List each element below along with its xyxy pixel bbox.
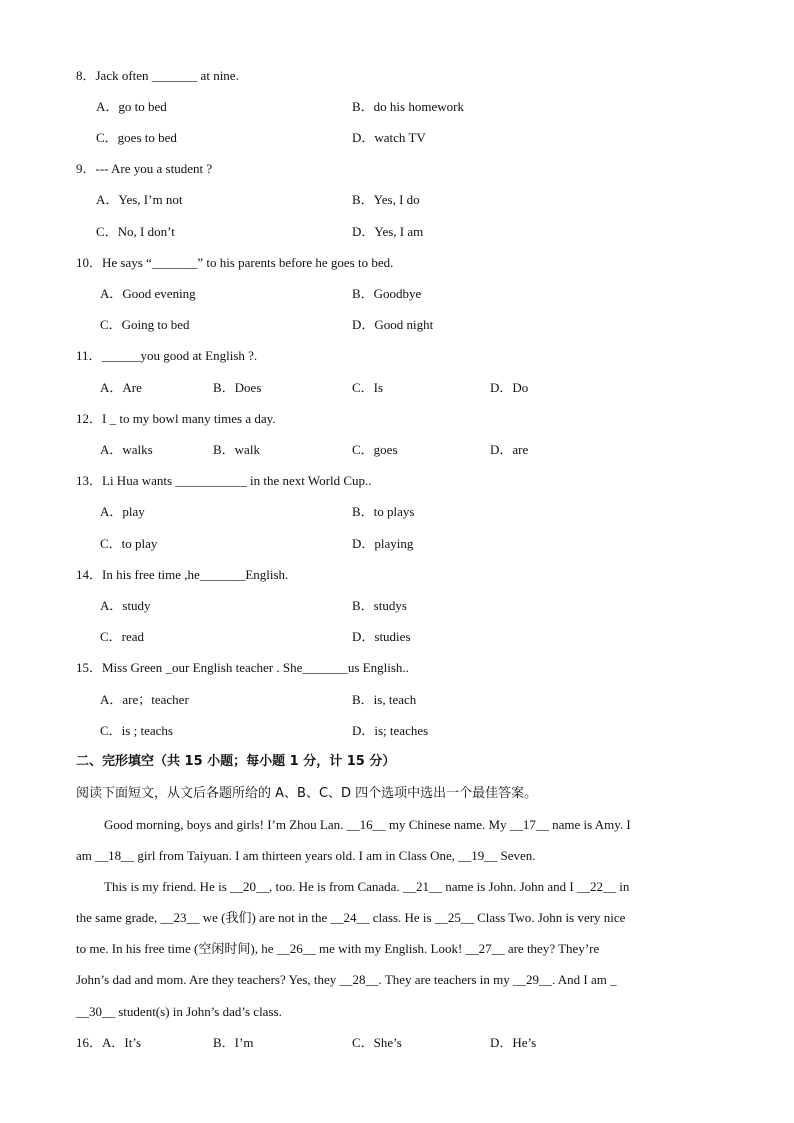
- question-8-option-c: C．goes to bed: [96, 130, 177, 145]
- question-10-option-c: C．Going to bed: [100, 317, 190, 332]
- question-9-option-c: C．No, I don’t: [96, 224, 175, 239]
- question-12-option-d: D．are: [490, 442, 529, 457]
- question-11-option-d: D．Do: [490, 380, 529, 395]
- question-13-option-d: D．playing: [352, 536, 414, 551]
- question-12-stem: 12．I _ to my bowl many times a day.: [76, 411, 276, 426]
- question-15-stem: 15．Miss Green _our English teacher . She_______us English..: [76, 660, 409, 675]
- passage-line-1: Good morning, boys and girls! I’m Zhou Lan. __16__ my Chinese name. My __17__ name is Amy. I: [104, 817, 631, 832]
- question-10-stem: 10．He says “_______” to his parents before he goes to bed.: [76, 255, 394, 270]
- passage-line-7: __30__ student(s) in John’s dad’s class.: [76, 1004, 282, 1019]
- question-16-option-b: B．I’m: [213, 1035, 254, 1050]
- question-15-option-d: D．is; teaches: [352, 723, 429, 738]
- question-14-option-d: D．studies: [352, 629, 411, 644]
- passage-line-4: the same grade, __23__ we (我们) are not in the __24__ class. He is __25__ Class Two. John is very nice: [76, 910, 626, 925]
- question-10-option-d: D．Good night: [352, 317, 434, 332]
- question-14-option-b: B．studys: [352, 598, 407, 613]
- question-16-option-c: C．She’s: [352, 1035, 402, 1050]
- section-2-heading: 二、完形填空（共 15 小题；每小题 1 分，计 15 分）: [76, 754, 396, 769]
- question-9-option-d: D．Yes, I am: [352, 224, 424, 239]
- question-12-option-b: B．walk: [213, 442, 260, 457]
- question-13-option-a: A．play: [100, 504, 145, 519]
- question-16-option-d: D．He’s: [490, 1035, 537, 1050]
- question-9-option-b: B．Yes, I do: [352, 192, 420, 207]
- question-14-option-a: A．study: [100, 598, 151, 613]
- passage-line-2: am __18__ girl from Taiyuan. I am thirteen years old. I am in Class One, __19__ Seven.: [76, 848, 536, 863]
- question-14-option-c: C．read: [100, 629, 145, 644]
- passage-line-6: John’s dad and mom. Are they teachers? Yes, they __28__. They are teachers in my __29__. And I am _: [76, 972, 617, 987]
- question-10-option-b: B．Goodbye: [352, 286, 422, 301]
- question-16-option-a: 16．A．It’s: [76, 1035, 142, 1050]
- question-15-option-c: C．is ; teachs: [100, 723, 173, 738]
- question-8-option-d: D．watch TV: [352, 130, 426, 145]
- question-11-option-c: C．Is: [352, 380, 384, 395]
- question-13-stem: 13．Li Hua wants ___________ in the next World Cup..: [76, 473, 372, 488]
- question-11-option-a: A．Are: [100, 380, 142, 395]
- question-15-option-a: A．are；teacher: [100, 692, 189, 707]
- section-2-instruction: 阅读下面短文，从文后各题所给的 A、B、C、D 四个选项中选出一个最佳答案。: [76, 786, 538, 801]
- question-8-option-a: A．go to bed: [96, 99, 167, 114]
- question-14-stem: 14．In his free time ,he_______English.: [76, 567, 289, 582]
- passage-line-3: This is my friend. He is __20__, too. He is from Canada. __21__ name is John. John and I __22__ in: [104, 879, 630, 894]
- question-11-stem: 11．______you good at English ?.: [76, 348, 258, 363]
- question-10-option-a: A．Good evening: [100, 286, 196, 301]
- question-15-option-b: B．is, teach: [352, 692, 417, 707]
- question-11-option-b: B．Does: [213, 380, 262, 395]
- question-8-option-b: B．do his homework: [352, 99, 464, 114]
- question-12-option-c: C．goes: [352, 442, 398, 457]
- question-9-stem: 9．--- Are you a student ?: [76, 161, 213, 176]
- question-13-option-c: C．to play: [100, 536, 158, 551]
- question-12-option-a: A．walks: [100, 442, 153, 457]
- question-9-option-a: A．Yes, I’m not: [96, 192, 183, 207]
- question-8-stem: 8．Jack often _______ at nine.: [76, 68, 239, 83]
- passage-line-5: to me. In his free time (空闲时间), he __26__ me with my English. Look! __27__ are they? They’re: [76, 941, 600, 956]
- question-13-option-b: B．to plays: [352, 504, 415, 519]
